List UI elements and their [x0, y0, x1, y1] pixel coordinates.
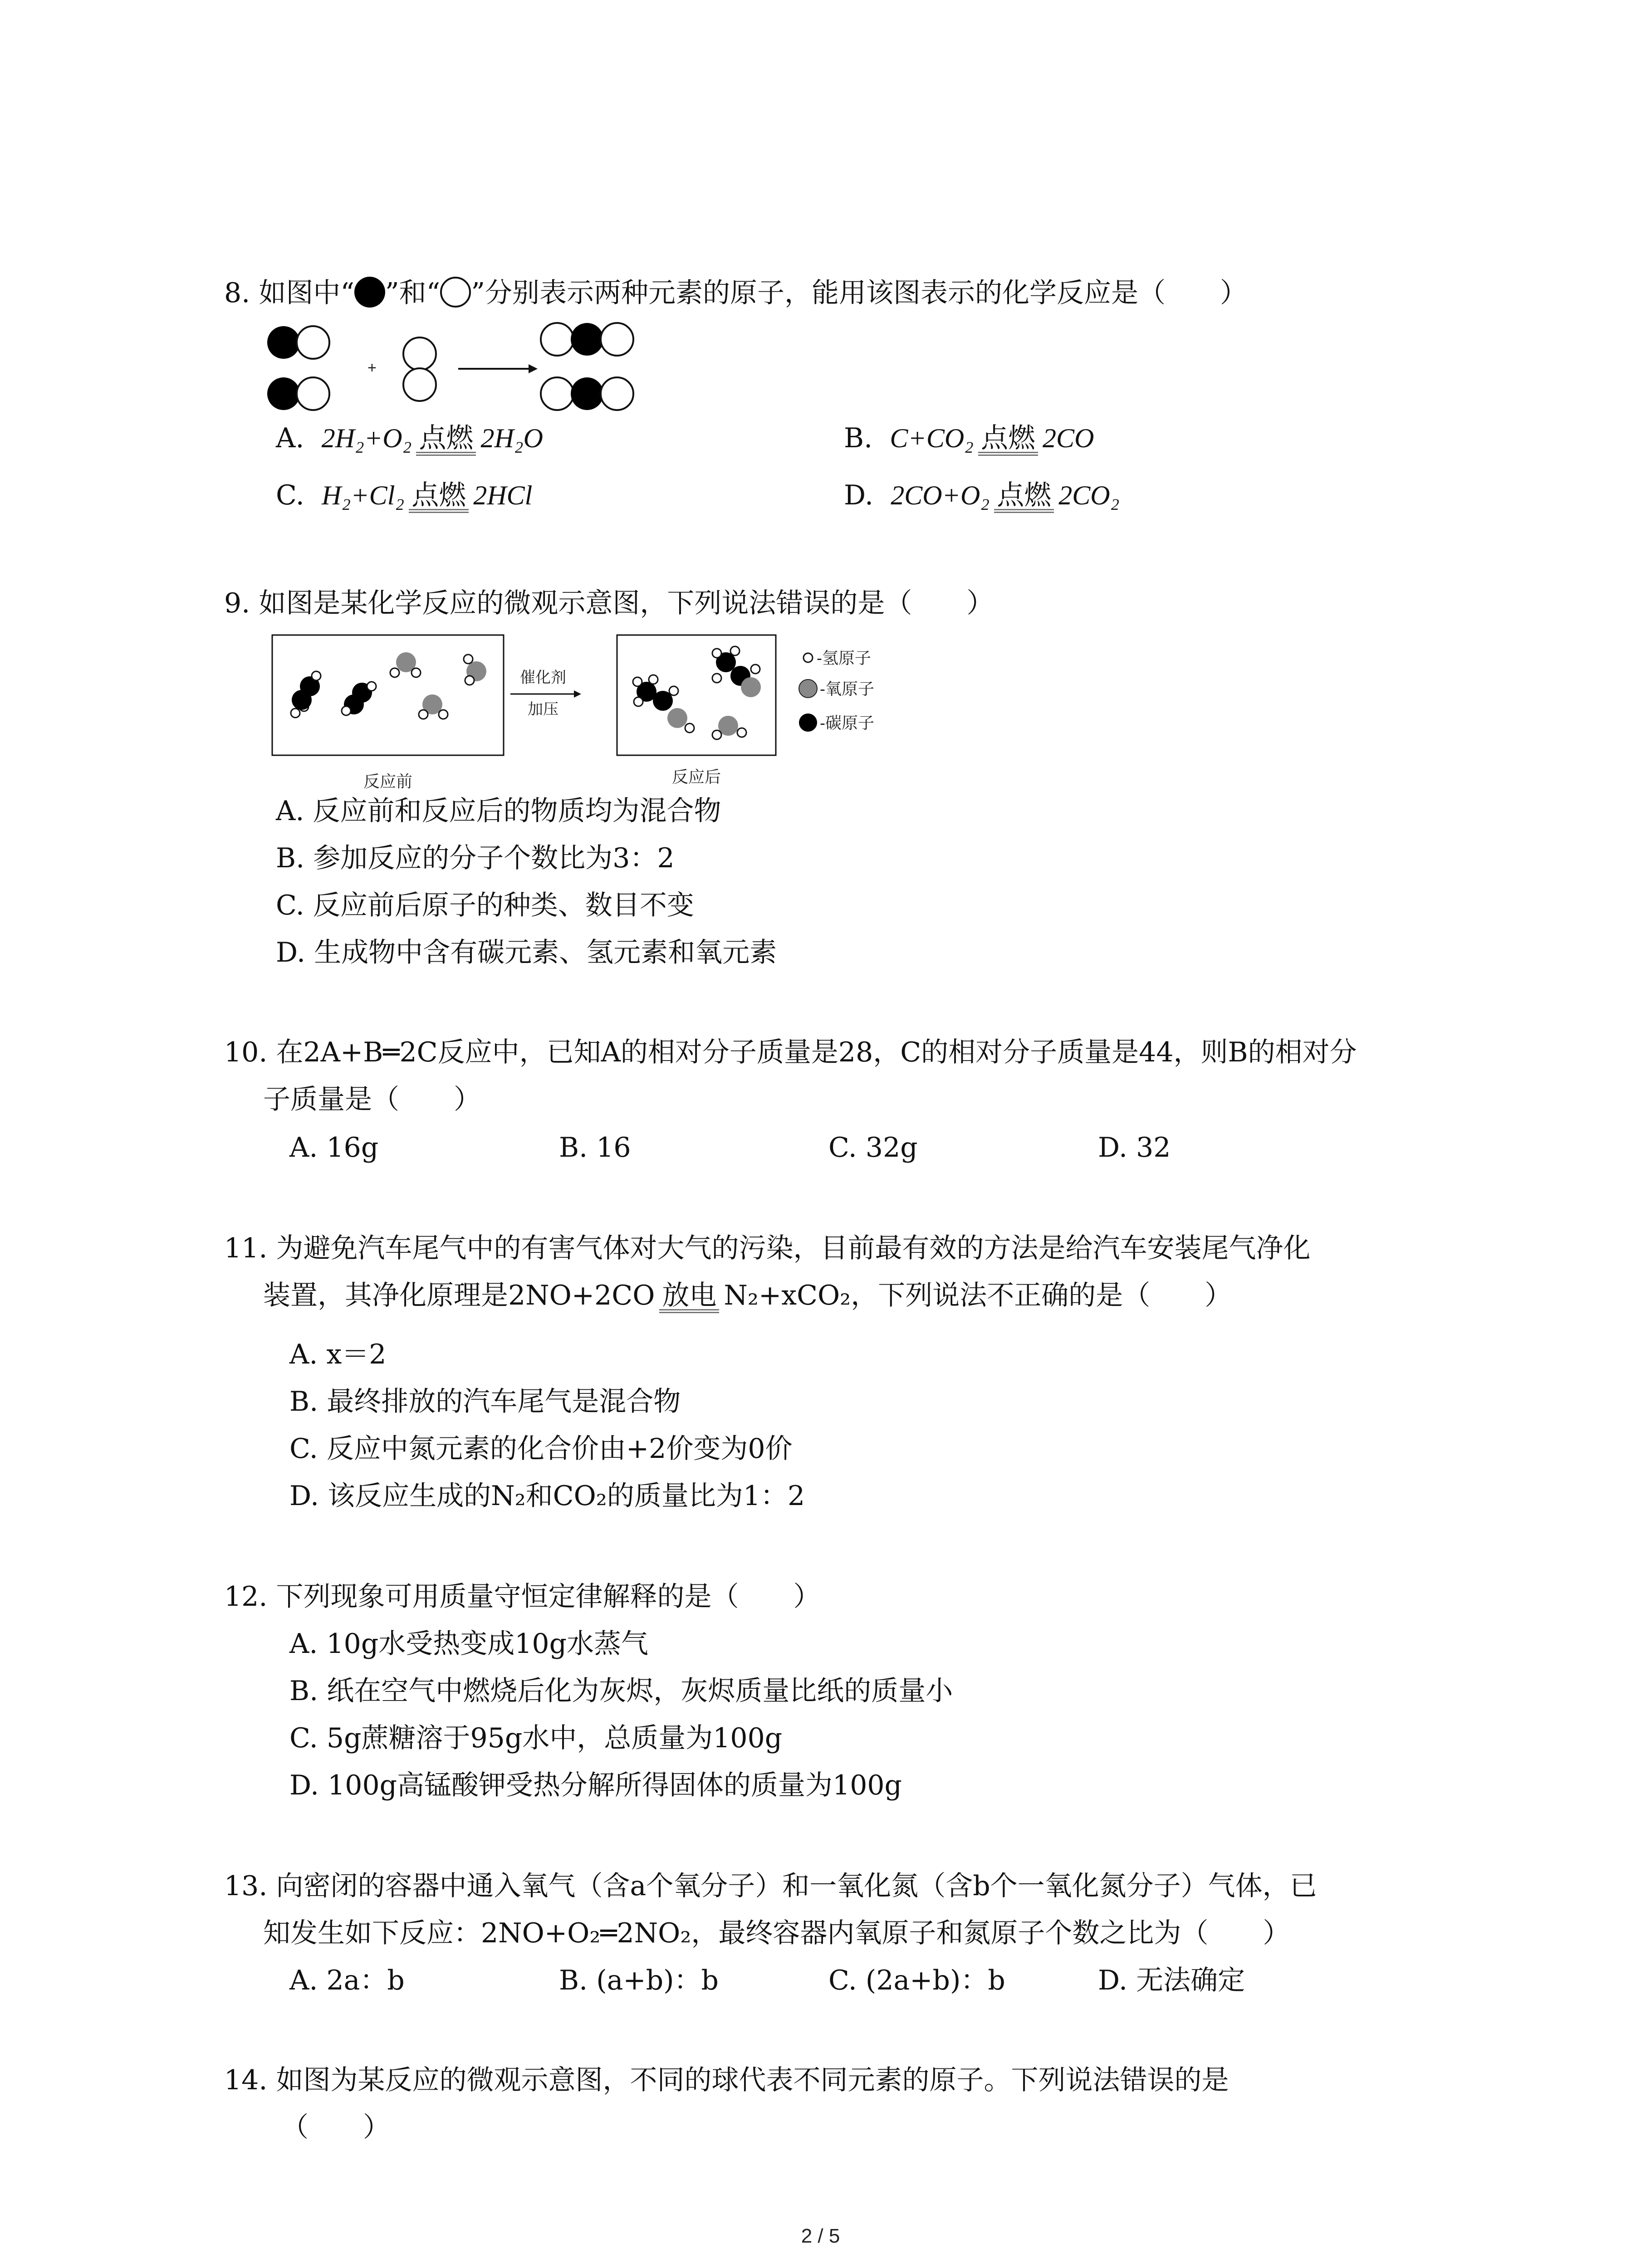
q13-option-a: A. 2a：b [289, 1965, 405, 1996]
q8-product-molecule-1 [541, 323, 633, 356]
q10-stem-line1: 10. 在2A+B═2C反应中，已知A的相对分子质量是28，C的相对分子质量是44，则B的相对分 [224, 1036, 1357, 1068]
q8-reactant-molecule-1 [267, 326, 329, 359]
q11-stem-line2 [263, 1277, 1232, 1314]
page-number: 2 / 5 [801, 2225, 840, 2247]
q12-option-b: B. 纸在空气中燃烧后化为灰烬，灰烬质量比纸的质量小 [289, 1675, 953, 1707]
q8-white-diatomic [403, 337, 436, 401]
q14-stem-line2: （ ） [281, 2112, 390, 2143]
reaction-condition: 点燃 [978, 425, 1038, 456]
equation-rhs: 2HCl [473, 480, 533, 510]
q8-plus-sign: + [367, 359, 377, 376]
q9-option-a: A. 反应前和反应后的物质均为混合物 [276, 795, 721, 827]
legend-carbon: -碳原子 [820, 714, 874, 732]
q10-option-a: A. 16g [289, 1132, 379, 1163]
q9-option-b: B. 参加反应的分子个数比为3：2 [276, 842, 675, 874]
q9-arrow-head [574, 690, 581, 698]
q13-option-c: C. (2a+b)：b [828, 1965, 1005, 1996]
q10-option-d: D. 32 [1098, 1132, 1171, 1163]
q8-reaction-diagram [263, 318, 671, 422]
equation-rhs: 2CO₂ [1058, 480, 1120, 510]
q11-option-d: D. 该反应生成的N₂和CO₂的质量比为1：2 [289, 1480, 805, 1512]
equation-rhs: 2CO [1043, 423, 1094, 453]
option-label: A. [276, 422, 304, 454]
q14-stem-line1: 14. 如图为某反应的微观示意图，不同的球代表不同元素的原子。下列说法错误的是 [224, 2064, 1229, 2096]
q13-option-d: D. 无法确定 [1098, 1965, 1245, 1996]
q8-option-c [276, 477, 532, 513]
option-label: B. [844, 422, 873, 454]
q11-option-b: B. 最终排放的汽车尾气是混合物 [289, 1386, 681, 1418]
q8-option-d [844, 477, 1119, 513]
q9-before-label: 反应前 [363, 772, 413, 791]
white-atom-icon [440, 277, 471, 308]
q9-stem: 9. 如图是某化学反应的微观示意图，下列说法错误的是（ ） [224, 587, 994, 619]
q9-option-d: D. 生成物中含有碳元素、氢元素和氧元素 [276, 937, 777, 968]
q10-option-b: B. 16 [559, 1132, 631, 1163]
hydrogen-atom-icon [803, 653, 813, 662]
oxygen-atom-icon [799, 679, 817, 698]
q8-stem [224, 275, 1247, 311]
carbon-atom-icon [799, 714, 817, 732]
legend-oxygen: -氧原子 [820, 679, 874, 698]
reaction-condition: 放电 [659, 1282, 719, 1313]
q11-line2-part1: 装置，其净化原理是2NO+2CO [263, 1280, 655, 1311]
q10-stem-line2: 子质量是（ ） [263, 1084, 481, 1115]
equation-rhs: 2H₂O [480, 423, 543, 453]
q9-arrow-top-label: 催化剂 [520, 669, 566, 686]
reaction-condition: 点燃 [994, 482, 1054, 513]
q11-option-a: A. x＝2 [289, 1339, 387, 1370]
q8-option-a [276, 420, 543, 456]
q13-stem-line1: 13. 向密闭的容器中通入氧气（含a个氧分子）和一氧化氮（含b个一氧化氮分子）气体，已 [224, 1870, 1317, 1902]
q12-stem: 12. 下列现象可用质量守恒定律解释的是（ ） [224, 1581, 821, 1613]
q8-arrow [458, 364, 538, 373]
equation-lhs: C+CO₂ [890, 423, 974, 453]
legend-hydrogen: -氢原子 [817, 649, 871, 667]
q11-option-c: C. 反应中氮元素的化合价由+2价变为0价 [289, 1433, 793, 1465]
q9-after-label: 反应后 [671, 767, 721, 786]
q13-option-b: B. (a+b)：b [559, 1965, 719, 1996]
q9-legend [799, 649, 874, 732]
q11-line2-part2: N₂+xCO₂，下列说法不正确的是（ ） [724, 1280, 1232, 1311]
q8-stem-part2: ”和“ [385, 277, 441, 309]
equation-lhs: H₂+Cl₂ [322, 480, 405, 510]
q9-option-c: C. 反应前后原子的种类、数目不变 [276, 890, 694, 921]
q12-option-c: C. 5g蔗糖溶于95g水中，总质量为100g [289, 1722, 783, 1754]
q9-reaction-diagram [270, 633, 905, 801]
q8-option-b [844, 420, 1094, 456]
q10-option-c: C. 32g [828, 1132, 918, 1163]
q8-stem-part3: ”分别表示两种元素的原子，能用该图表示的化学反应是（ ） [471, 277, 1248, 309]
q12-option-a: A. 10g水受热变成10g水蒸气 [289, 1628, 648, 1660]
q12-option-d: D. 100g高锰酸钾受热分解所得固体的质量为100g [289, 1769, 902, 1801]
equation-lhs: 2H₂+O₂ [321, 423, 412, 453]
reaction-condition: 点燃 [416, 425, 476, 456]
black-atom-icon [354, 277, 385, 308]
q9-arrow-bottom-label: 加压 [528, 701, 558, 718]
q11-stem-line1: 11. 为避免汽车尾气中的有害气体对大气的污染，目前最有效的方法是给汽车安装尾气净化 [224, 1232, 1311, 1264]
q8-product-molecule-2 [541, 377, 633, 410]
q8-reactant-molecule-2 [267, 377, 329, 410]
q8-stem-part1: 8. 如图中“ [224, 277, 354, 309]
equation-lhs: 2CO+O₂ [891, 480, 990, 510]
option-label: D. [844, 479, 874, 511]
reaction-condition: 点燃 [409, 482, 469, 513]
q13-stem-line2: 知发生如下反应：2NO+O₂═2NO₂，最终容器内氧原子和氮原子个数之比为（ ） [263, 1917, 1290, 1949]
option-label: C. [276, 479, 304, 511]
